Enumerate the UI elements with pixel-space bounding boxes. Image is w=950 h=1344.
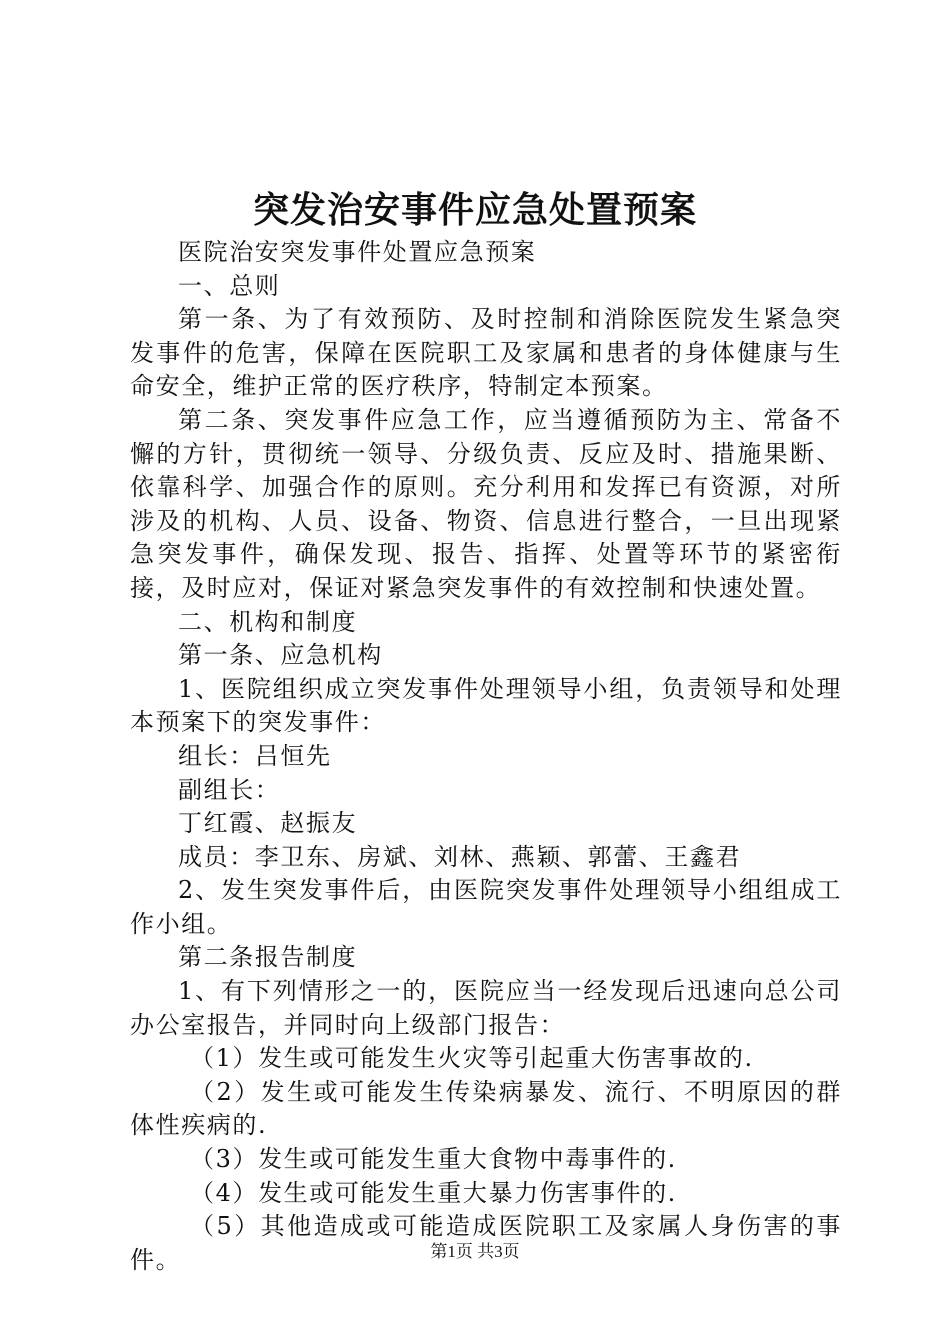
paragraph-article-2: 第二条、突发事件应急工作，应当遵循预防为主、常备不懈的方针，贯彻统一领导、分级负责、反应及时、措施果断、依靠科学、加强合作的原则。充分利用和发挥已有资源，对所涉及的机构、人员、设备、物资、信息进行整合，一旦出现紧急突发事件，确保发现、报告、指挥、处置等环节的紧密衔接，及时应对，保证对紧急突发事件的有效控制和快速处置。 bbox=[130, 405, 842, 602]
list-item-1: （1）发生或可能发生火灾等引起重大伤害事故的. bbox=[190, 1044, 754, 1073]
paragraph-article-1: 第一条、为了有效预防、及时控制和消除医院发生紧急突发事件的危害，保障在医院职工及家属和患者的身体健康与生命安全，维护正常的医疗秩序，特制定本预案。 bbox=[130, 305, 842, 401]
section-heading-general: 一、总则 bbox=[178, 271, 281, 300]
paragraph-reporting-system: 第二条报告制度 bbox=[178, 943, 358, 972]
paragraph-deputy-leader-label: 副组长： bbox=[178, 775, 281, 804]
paragraph-reporting-conditions: 1、有下列情形之一的，医院应当一经发现后迅速向总公司办公室报告，并同时向上级部门报告： bbox=[130, 977, 842, 1039]
document-body bbox=[130, 236, 842, 1277]
list-item-2: （2）发生或可能发生传染病暴发、流行、不明原因的群体性疾病的. bbox=[130, 1077, 842, 1140]
paragraph-subtitle: 医院治安突发事件处置应急预案 bbox=[178, 238, 537, 266]
list-item-4: （4）发生或可能发生重大暴力伤害事件的. bbox=[190, 1178, 677, 1207]
list-item-3: （3）发生或可能发生重大食物中毒事件的. bbox=[190, 1145, 677, 1174]
page-number-footer: 第1页 共3页 bbox=[430, 1242, 520, 1261]
section-heading-organization: 二、机构和制度 bbox=[178, 607, 358, 636]
paragraph-working-group: 2、发生突发事件后，由医院突发事件处理领导小组组成工作小组。 bbox=[130, 876, 842, 938]
paragraph-deputy-leaders: 丁红霞、赵振友 bbox=[178, 809, 358, 838]
document-title: 突发治安事件应急处置预案 bbox=[252, 189, 697, 231]
list-item-5: （5）其他造成或可能造成医院职工及家属人身伤害的事件。 bbox=[130, 1212, 842, 1274]
paragraph-emergency-organization: 第一条、应急机构 bbox=[178, 641, 383, 670]
paragraph-group-leader: 组长：吕恒先 bbox=[178, 741, 332, 770]
paragraph-members: 成员：李卫东、房斌、刘林、燕颖、郭蕾、王鑫君 bbox=[178, 842, 742, 871]
paragraph-leading-group: 1、医院组织成立突发事件处理领导小组，负责领导和处理本预案下的突发事件： bbox=[130, 674, 842, 737]
